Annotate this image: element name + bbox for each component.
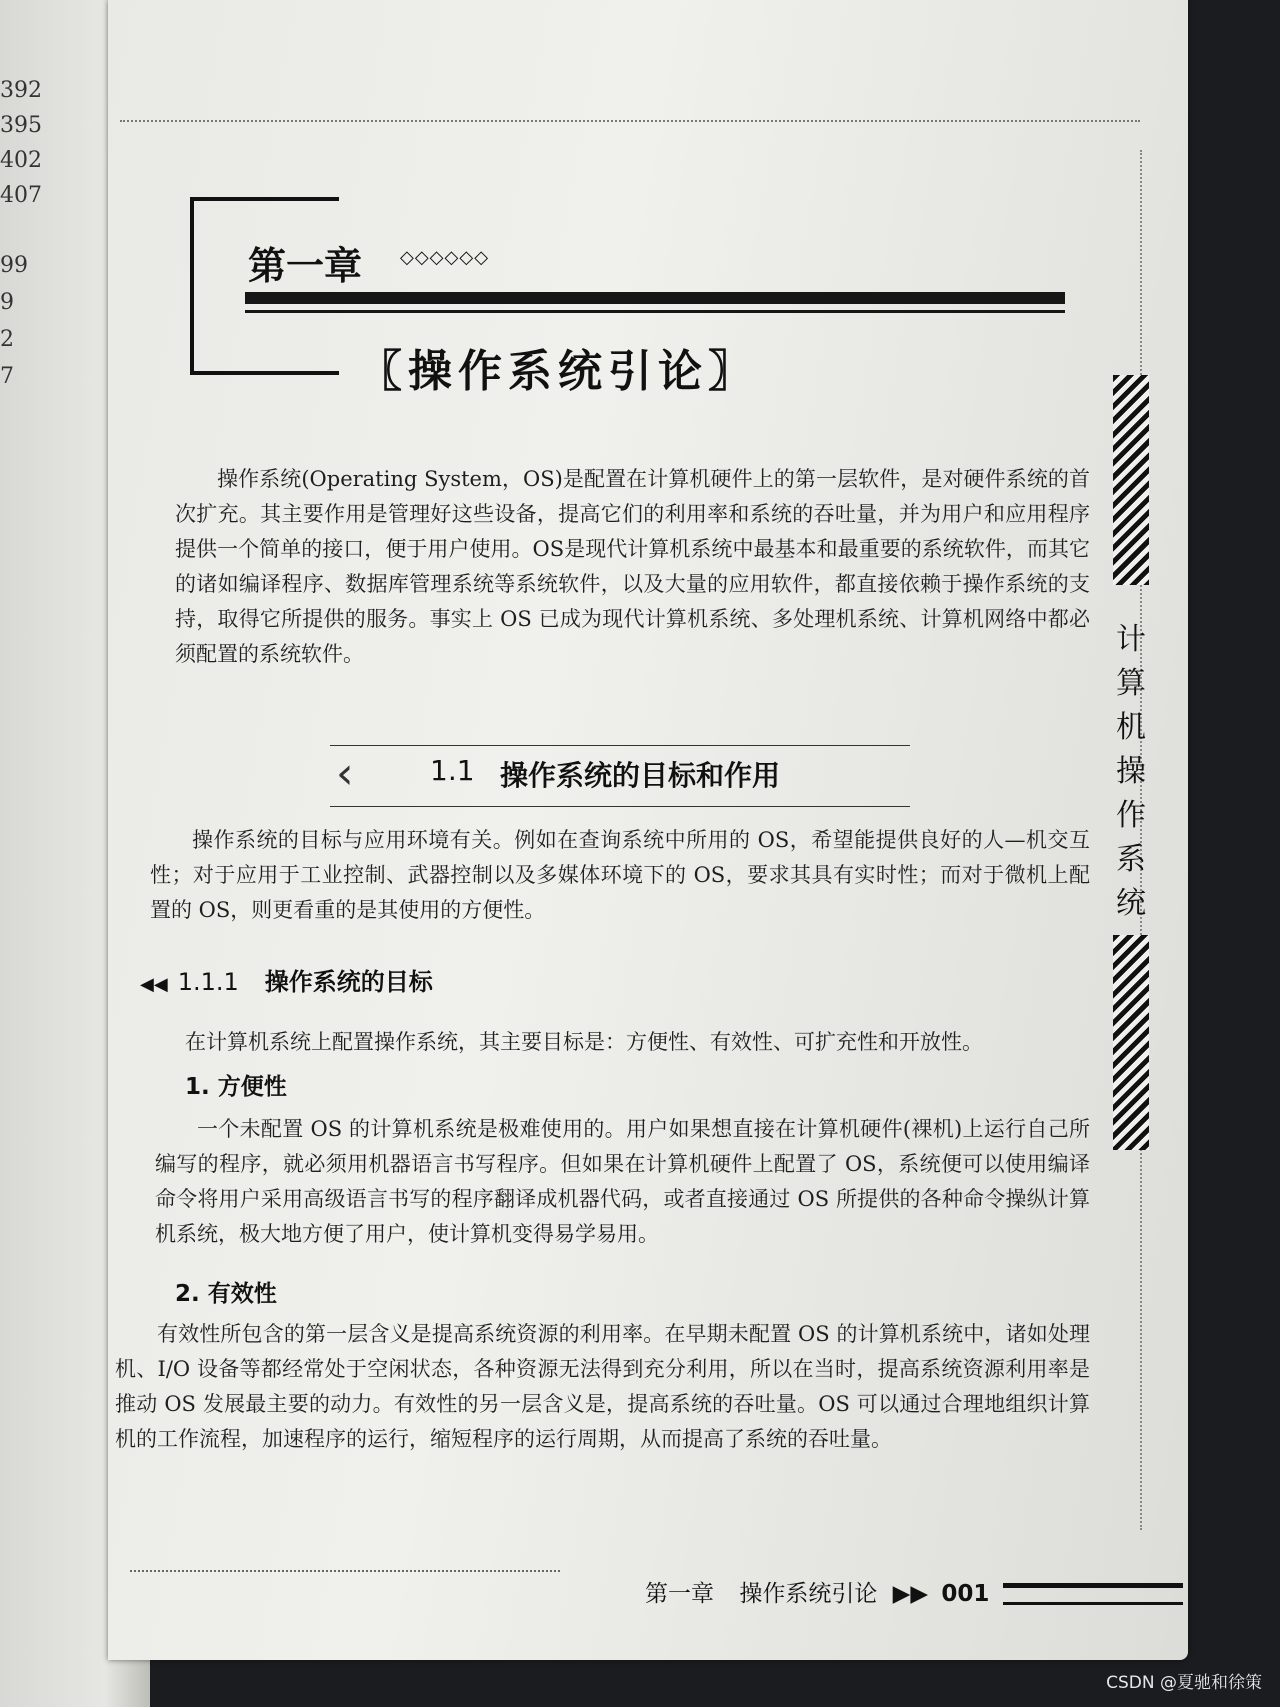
- watermark: CSDN @夏驰和徐策: [1106, 1673, 1262, 1693]
- page-number: 001: [941, 1581, 990, 1607]
- margin-number: 99: [0, 253, 28, 278]
- intro-paragraph: [175, 462, 1090, 672]
- footer-title: 操作系统引论: [739, 1581, 878, 1607]
- chapter-rule: [245, 310, 1065, 313]
- chapter-title: 〖操作系统引论〗: [358, 346, 758, 397]
- intro-text: 操作系统(Operating System，OS)是配置在计算机硬件上的第一层软件，是对硬件系统的首次扩充。其主要作用是管理好这些设备，提高它们的利用率和系统的吞吐量，并为用户和应用程序提供一个简单的接口，便于用户使用。OS是现代计算机系统中最基本和最重要的系统软件，而其它的诸如编译程序、数据库管理系统等系统软件，以及大量的应用软件，都直接依赖于操作系统的支持，取得它所提供的服务。事实上 OS 已成为现代计算机系统、多处理机系统、计算机网络中都必须配置的系统软件。: [175, 467, 1090, 666]
- margin-number: 9: [0, 290, 14, 315]
- margin-number: 402: [0, 148, 42, 173]
- diamond-ornament-icon: ◇◇◇◇◇◇: [400, 247, 490, 268]
- chapter-rule: [245, 292, 1065, 304]
- subsection-title: 操作系统的目标: [264, 968, 433, 996]
- page-border-dotted: [120, 120, 1140, 122]
- chapter-label: 第一章: [248, 244, 363, 288]
- subsection-number: 1.1.1: [177, 968, 239, 996]
- footer-chapter: 第一章: [645, 1581, 714, 1607]
- subsection-heading: [140, 962, 433, 997]
- point-text: 一个未配置 OS 的计算机系统是极难使用的。用户如果想直接在计算机硬件(裸机)上运行自己所编写的程序，就必须用机器语言书写程序。但如果在计算机硬件上配置了 OS，系统便可以使用编译命令将用户采用高级语言书写的程序翻译成机器代码，或者直接通过 OS 所提供的各种命令操纵计算机系统，极大地方便了用户，使计算机变得易学易用。: [155, 1117, 1090, 1246]
- section-paragraph: [150, 823, 1090, 928]
- section-heading: [330, 745, 910, 807]
- double-arrow-left-icon: ◀◀: [140, 974, 168, 995]
- point-heading: 2. 有效性: [175, 1281, 277, 1307]
- section-number: 1.1: [430, 754, 475, 787]
- side-tab-stripe: [1113, 375, 1149, 585]
- subsection-paragraph: [185, 1025, 1090, 1060]
- subsection-text: 在计算机系统上配置操作系统，其主要目标是：方便性、有效性、可扩充性和开放性。: [185, 1030, 983, 1054]
- chevron-left-icon: ‹: [336, 748, 354, 799]
- point-heading: 1. 方便性: [185, 1074, 287, 1100]
- side-tab-stripe: [1113, 935, 1149, 1150]
- margin-number: 392: [0, 78, 42, 103]
- footer-dotted-line: [130, 1570, 560, 1572]
- double-arrow-right-icon: ▶▶: [892, 1581, 929, 1607]
- footer-rule: [1003, 1583, 1183, 1605]
- margin-number: 2: [0, 327, 14, 352]
- point-paragraph: [155, 1112, 1090, 1252]
- point-text: 有效性所包含的第一层含义是提高系统资源的利用率。在早期未配置 OS 的计算机系统中，诸如处理机、I/O 设备等都经常处于空闲状态，各种资源无法得到充分利用，所以在当时，提高系统资源利用率是推动 OS 发展最主要的动力。有效性的另一层含义是，提高系统的吞吐量。OS 可以通过合理地组织计算机的工作流程，加速程序的运行，缩短程序的运行周期，从而提高了系统的吞吐量。: [115, 1322, 1090, 1451]
- margin-number: 407: [0, 183, 42, 208]
- section-text: 操作系统的目标与应用环境有关。例如在查询系统中所用的 OS，希望能提供良好的人—机交互性；对于应用于工业控制、武器控制以及多媒体环境下的 OS，要求其具有实时性；而对于微机上配置的 OS，则更看重的是其使用的方便性。: [150, 828, 1090, 922]
- side-tab-title: 计算机操作系统: [1116, 622, 1146, 921]
- margin-number: 7: [0, 364, 14, 389]
- section-title: 操作系统的目标和作用: [500, 759, 781, 792]
- running-footer: [645, 1575, 989, 1608]
- point-paragraph: [115, 1317, 1090, 1457]
- margin-number: 395: [0, 113, 42, 138]
